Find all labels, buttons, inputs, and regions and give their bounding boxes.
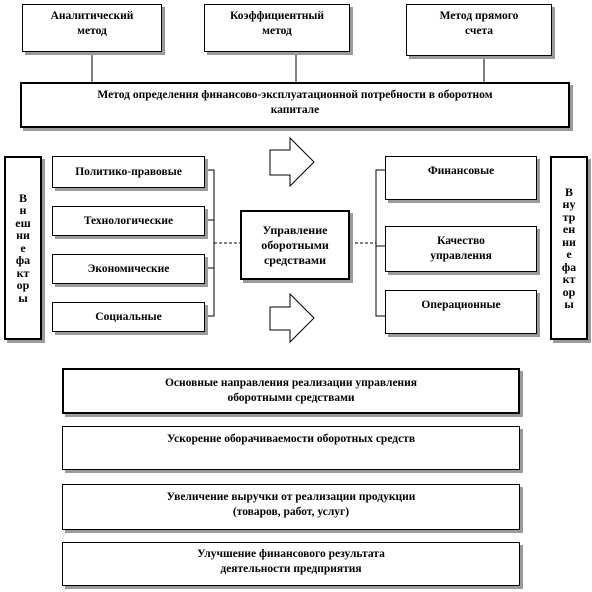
main-method-label: Метод определения финансово-эксплуатационной потребности в оборотном капитале bbox=[97, 89, 493, 116]
bracket-external bbox=[205, 170, 214, 316]
center-management-label: Управление оборотными средствами bbox=[261, 222, 329, 267]
internal-factor-operational bbox=[385, 290, 537, 334]
bracket-internal bbox=[376, 170, 385, 316]
main-method-box bbox=[20, 82, 570, 128]
internal-factor-financial bbox=[385, 156, 537, 200]
internal-factors-title: В ну тр ен ни е фа кт ор ы bbox=[561, 184, 577, 311]
method-analytical-label: Аналитический метод bbox=[50, 10, 134, 37]
direction-item-label: Увеличение выручки от реализации продукции (товаров, работ, услуг) bbox=[166, 491, 416, 518]
center-management-box bbox=[240, 210, 350, 280]
external-factor-social bbox=[52, 302, 205, 332]
direction-item-label: Ускорение оборачиваемости оборотных средств bbox=[166, 433, 416, 445]
directions-header-label: Основные направления реализации управления оборотными средствами bbox=[164, 377, 418, 404]
method-analytical-box bbox=[22, 4, 162, 52]
internal-factor-management-quality bbox=[385, 226, 537, 272]
direction-item-label: Улучшение финансового результата деятельности предприятия bbox=[197, 548, 385, 575]
external-factor-economic bbox=[52, 254, 205, 284]
external-factor-technological bbox=[52, 206, 205, 236]
method-direct-box bbox=[406, 4, 552, 56]
method-coefficient-label: Коэффициентный метод bbox=[230, 10, 324, 37]
external-factor-label: Социальные bbox=[95, 310, 162, 323]
external-factor-label: Политико-правовые bbox=[75, 165, 182, 178]
direction-item-revenue bbox=[62, 484, 520, 530]
internal-factors-label-box bbox=[550, 156, 588, 340]
method-coefficient-box bbox=[204, 4, 350, 52]
block-arrow-lower bbox=[270, 294, 314, 342]
internal-factor-label: Операционные bbox=[421, 299, 501, 311]
directions-header-box bbox=[62, 368, 520, 414]
external-factors-label-box bbox=[4, 156, 42, 340]
external-factor-label: Экономические bbox=[87, 262, 170, 275]
method-direct-label: Метод прямого счета bbox=[439, 10, 519, 37]
direction-item-turnover bbox=[62, 426, 520, 470]
external-factor-label: Технологические bbox=[83, 214, 174, 227]
block-arrow-upper bbox=[270, 138, 314, 186]
external-factors-title: В н еш ни е фа кт ор ы bbox=[15, 190, 31, 305]
direction-item-financial-result bbox=[62, 542, 520, 586]
internal-factor-label: Финансовые bbox=[427, 165, 495, 177]
external-factor-political-legal bbox=[52, 156, 205, 188]
internal-factor-label: Качество управления bbox=[430, 235, 492, 262]
